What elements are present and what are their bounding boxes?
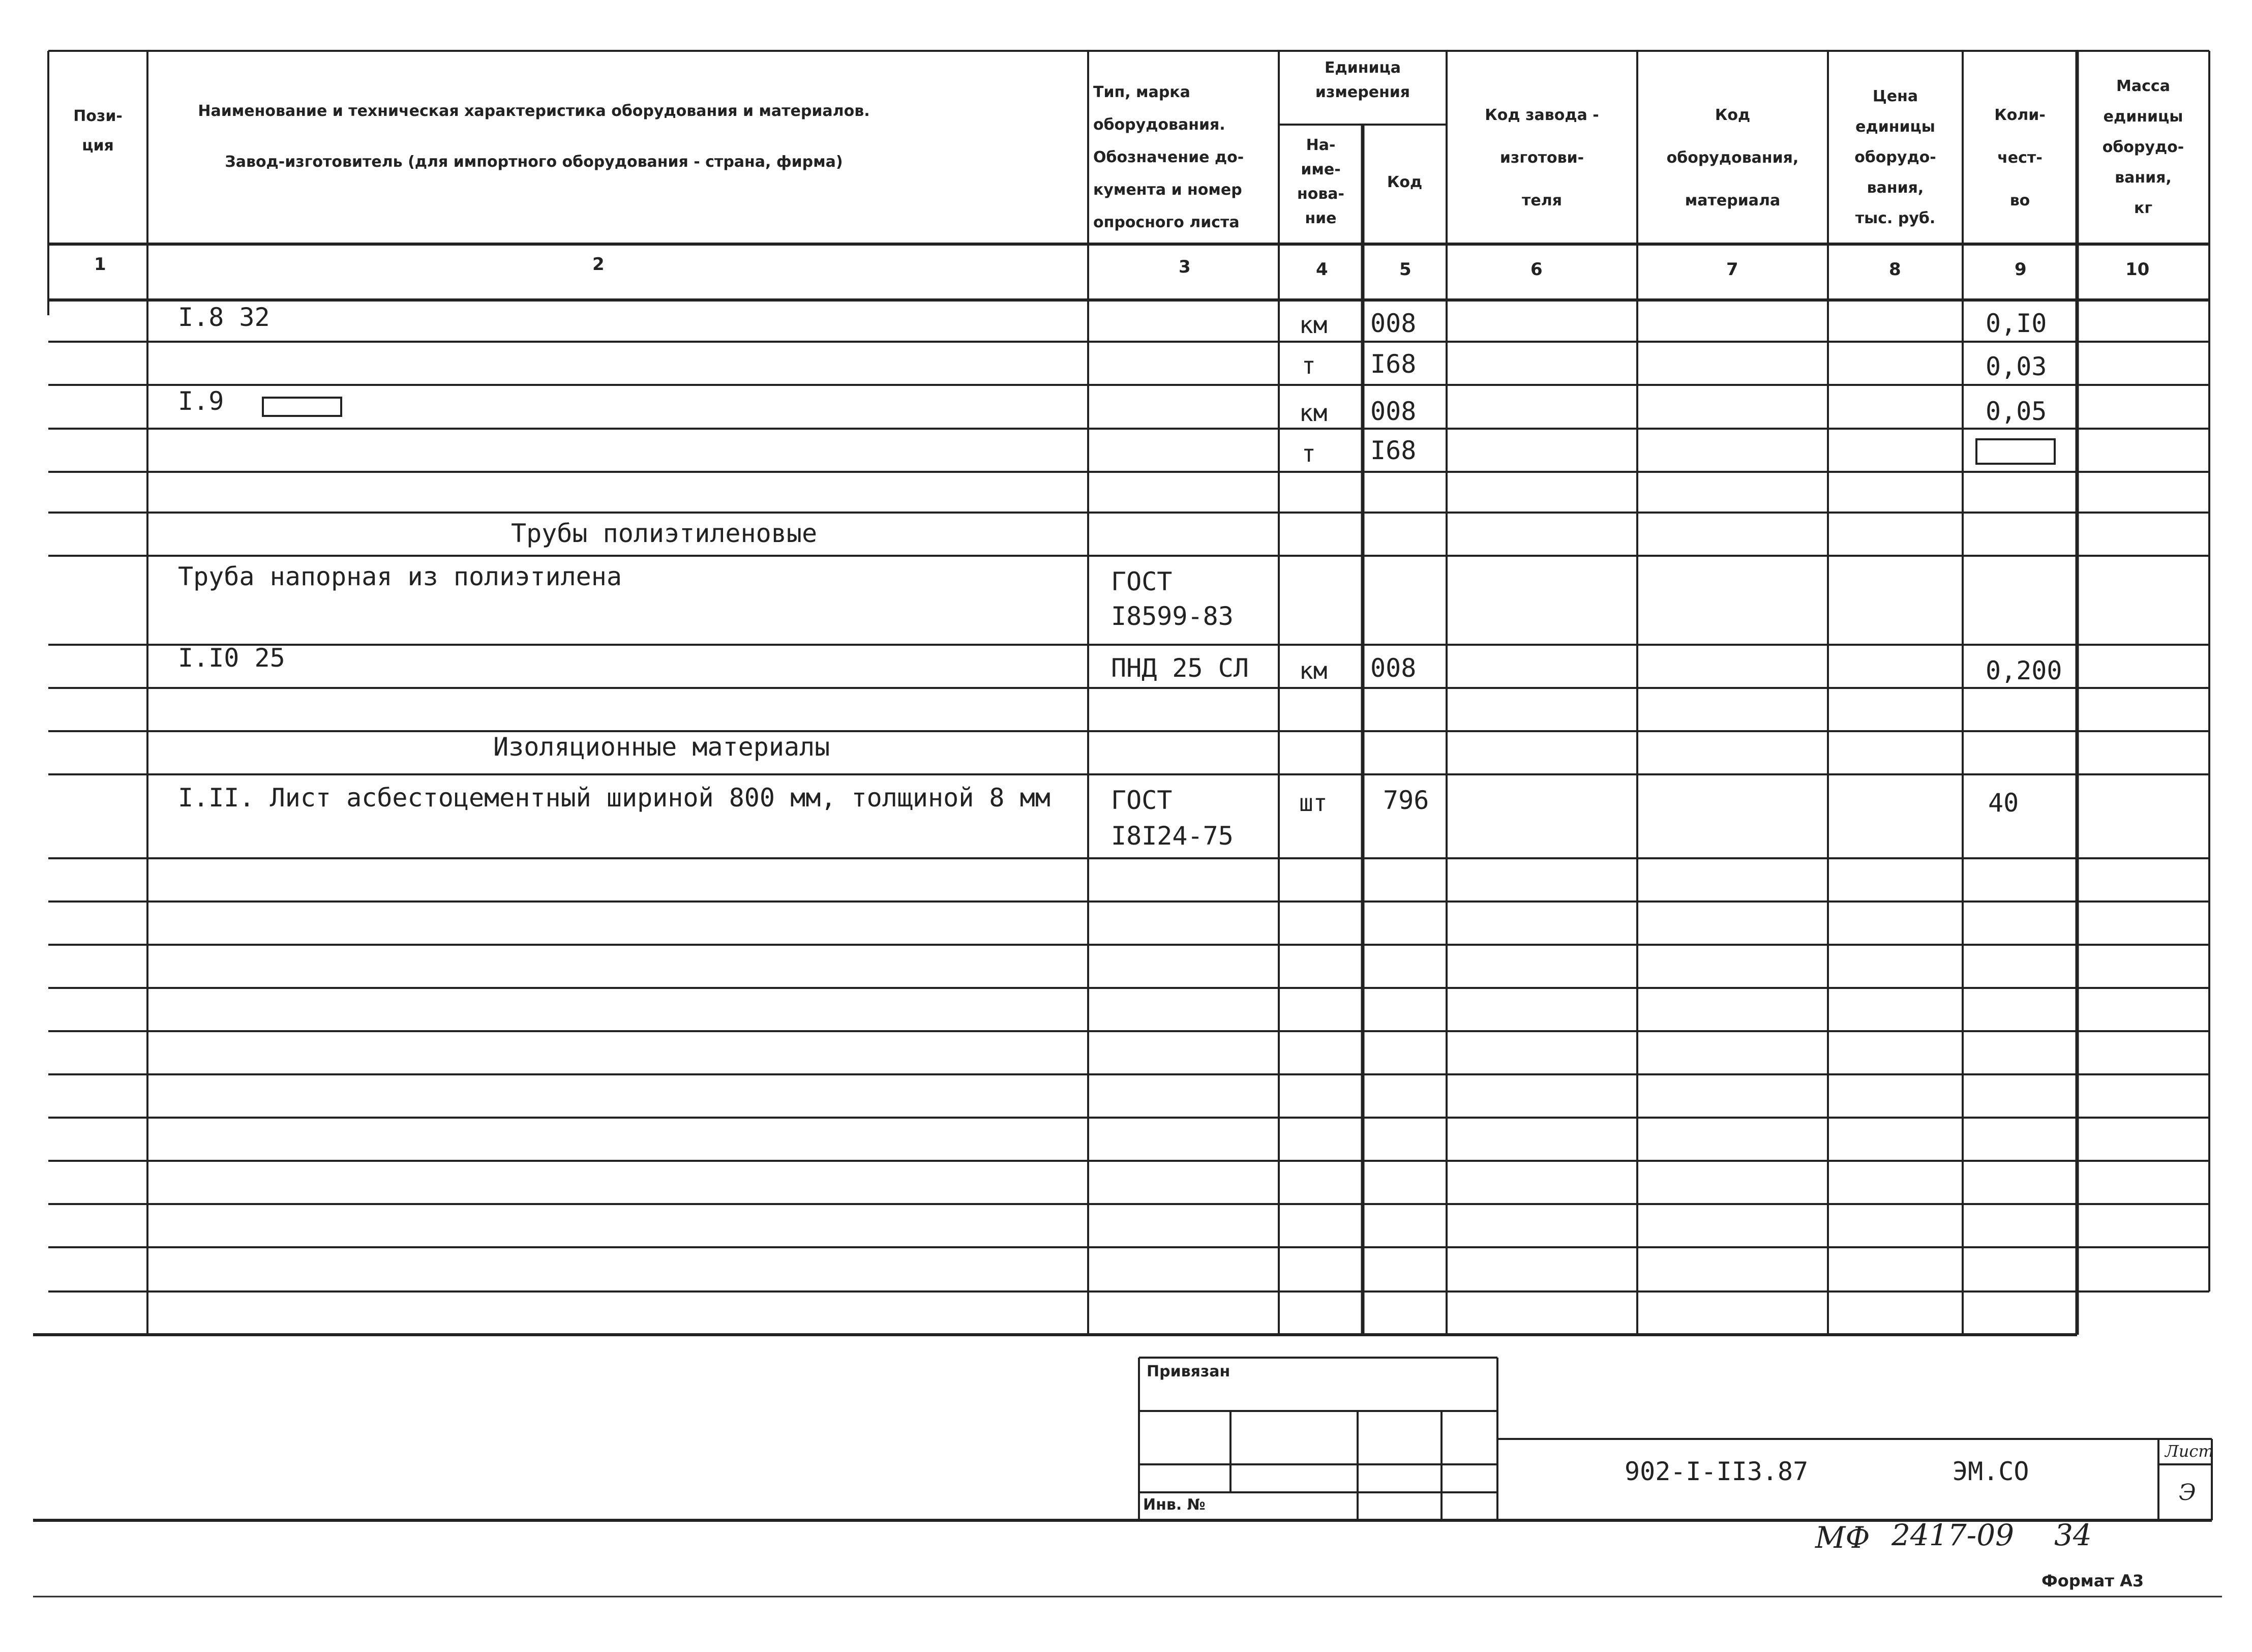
row3-code: 008 xyxy=(1370,397,1417,426)
header-type: Тип, марка оборудования. Обозначение до- кумента и номер опросного листа xyxy=(1093,83,1244,231)
row2-unit: т xyxy=(1302,352,1316,379)
col-number-8: 8 xyxy=(1889,259,1901,280)
header-price: Цена единицы оборудо- вания, тыс. руб. xyxy=(1854,87,1936,227)
row10-name: I.II. Лист асбестоцементный шириной 800 мм, толщиной 8 мм xyxy=(178,783,1050,813)
row8-code: 008 xyxy=(1370,653,1417,683)
row3-unit: км xyxy=(1299,399,1328,427)
header-equipment-code: Код оборудования, материала xyxy=(1666,106,1799,209)
col-number-7: 7 xyxy=(1726,259,1738,280)
header-factory-code: Код завода - изготови- теля xyxy=(1485,106,1599,209)
row1-name: I.8 32 xyxy=(178,303,270,332)
row7-type: I8599-83 xyxy=(1111,602,1234,631)
col-number-3: 3 xyxy=(1179,257,1191,277)
handwritten-ref-number: 2417-09 xyxy=(1891,1518,2015,1552)
header-unit-name: На- име- нова- ние xyxy=(1297,136,1345,227)
col-number-1: 1 xyxy=(94,254,106,275)
row11-type: I8I24-75 xyxy=(1111,821,1234,851)
list-value: Э xyxy=(2179,1480,2196,1506)
row2-code: I68 xyxy=(1370,349,1417,379)
row3-redaction-box xyxy=(262,397,342,417)
col-number-4: 4 xyxy=(1316,259,1328,280)
col-number-5: 5 xyxy=(1399,259,1412,280)
row4-code: I68 xyxy=(1370,436,1417,465)
row10-code: 796 xyxy=(1383,786,1429,815)
header-name-line1: Наименование и техническая характеристика оборудования и материалов. xyxy=(198,102,870,120)
row3-name: I.9 xyxy=(178,386,224,416)
stamp-privyazan: Привязан xyxy=(1147,1363,1230,1380)
sheet-code: ЭМ.СО xyxy=(1953,1457,2029,1486)
header-unit-code: Код xyxy=(1387,173,1423,191)
header-mass: Масса единицы оборудо- вания, кг xyxy=(2102,77,2184,217)
col-number-6: 6 xyxy=(1530,259,1543,280)
list-label: Лист xyxy=(2165,1441,2214,1461)
header-position: Пози- ция xyxy=(73,107,123,155)
row4-qty-redaction-box xyxy=(1975,438,2056,465)
row10-type: ГОСТ xyxy=(1111,786,1173,815)
row3-qty: 0,05 xyxy=(1986,397,2047,426)
row2-qty: 0,03 xyxy=(1986,352,2047,381)
section-title-pe-pipes: Трубы полиэтиленовые xyxy=(511,519,818,548)
row1-code: 008 xyxy=(1370,309,1417,338)
row10-qty: 40 xyxy=(1988,788,2019,818)
row6-name: Труба напорная из полиэтилена xyxy=(178,562,622,591)
row4-unit: т xyxy=(1302,440,1316,467)
row1-unit: км xyxy=(1299,311,1328,339)
row1-qty: 0,I0 xyxy=(1986,309,2047,338)
row6-type: ГОСТ xyxy=(1111,567,1173,596)
stamp-inv-number: Инв. № xyxy=(1143,1496,1206,1514)
row10-unit: шт xyxy=(1299,789,1328,817)
format-label: Формат А3 xyxy=(2041,1571,2144,1590)
col-number-2: 2 xyxy=(592,254,605,275)
row8-name: I.I0 25 xyxy=(178,643,285,673)
handwritten-ref-prefix: МФ xyxy=(1815,1520,1870,1555)
header-quantity: Коли- чест- во xyxy=(1994,106,2046,209)
section-title-insulation: Изоляционные материалы xyxy=(493,732,830,762)
col-number-10: 10 xyxy=(2125,259,2150,280)
header-unit-group: Единица измерения xyxy=(1315,59,1410,101)
col-number-9: 9 xyxy=(2015,259,2027,280)
header-name-line2: Завод-изготовитель (для импортного оборудования - страна, фирма) xyxy=(225,153,843,171)
row8-type: ПНД 25 СЛ xyxy=(1111,653,1249,683)
document-number: 902-I-II3.87 xyxy=(1625,1457,1809,1486)
row8-qty: 0,200 xyxy=(1986,656,2062,685)
handwritten-ref-sheet: 34 xyxy=(2054,1518,2092,1552)
row8-unit: км xyxy=(1299,657,1328,684)
